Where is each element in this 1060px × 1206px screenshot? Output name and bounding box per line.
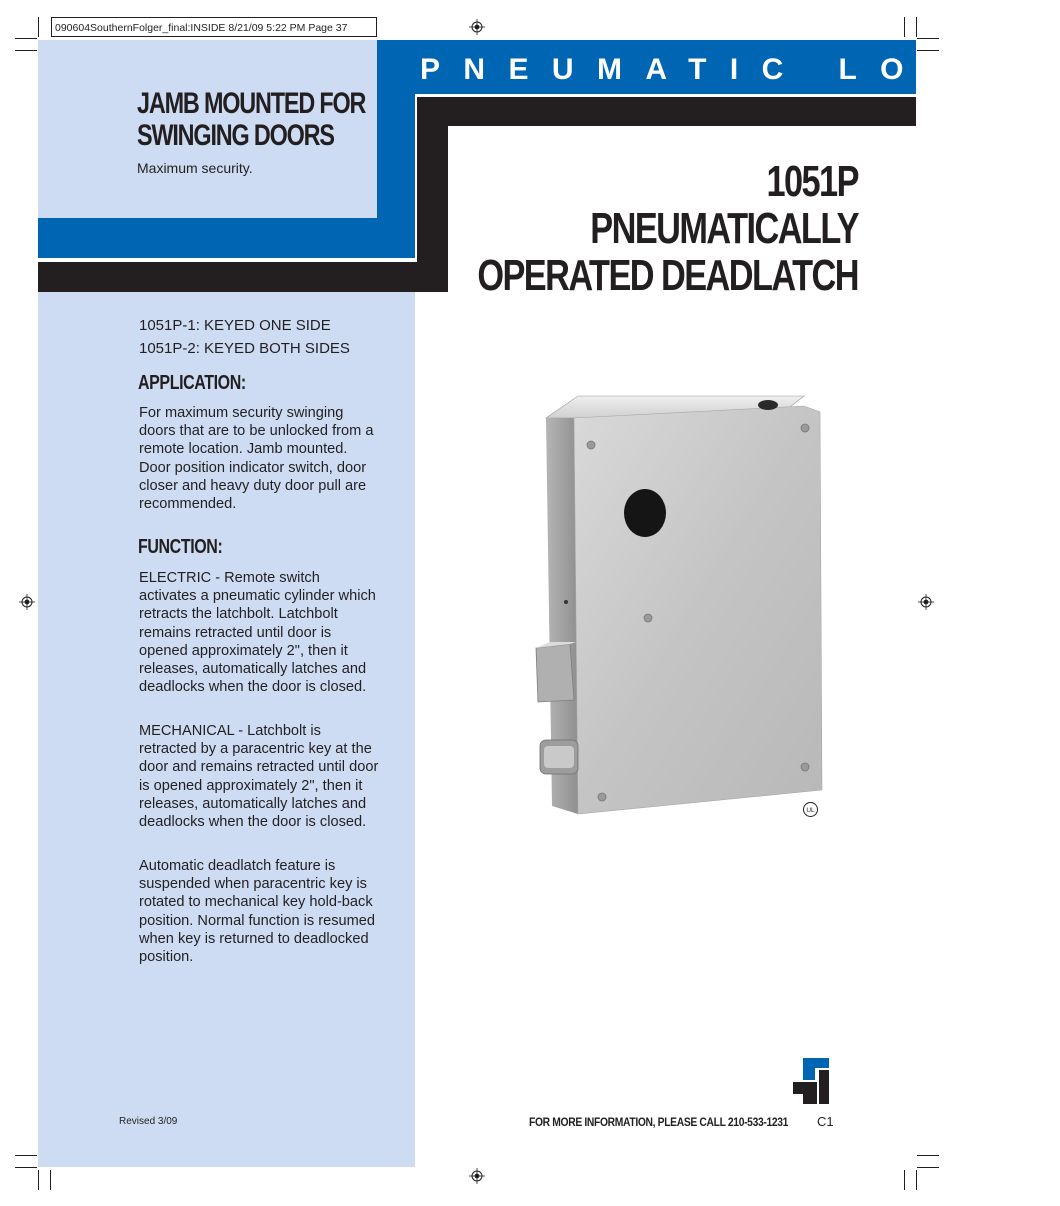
company-logo-icon	[793, 1058, 829, 1104]
page-code: C1	[817, 1114, 834, 1129]
model-item: 1051P-2: KEYED BOTH SIDES	[139, 340, 350, 357]
ul-listed-icon: UL	[803, 802, 818, 817]
revision-date: Revised 3/09	[119, 1116, 178, 1127]
product-title: 1051P PNEUMATICALLY OPERATED DEADLATCH	[477, 157, 858, 300]
model-list	[139, 314, 350, 360]
series-title: PNEUMATIC LOCKS	[420, 53, 1060, 86]
contact-info: FOR MORE INFORMATION, PLEASE CALL 210-533-1231	[529, 1115, 789, 1129]
black-accent-horizontal	[38, 262, 448, 292]
section-title: JAMB MOUNTED FOR SWINGING DOORS	[137, 87, 366, 152]
function-heading: FUNCTION:	[138, 536, 223, 558]
black-accent-top	[417, 97, 916, 126]
registration-mark-icon	[918, 594, 934, 610]
application-text: For maximum security swinging doors that are to be unlocked from a remote location. Jamb mounted. Door position indicator switch, door closer and heavy duty door pull are recommended.	[139, 405, 374, 513]
section-subtitle: Maximum security.	[137, 160, 253, 176]
blue-accent-horizontal	[38, 218, 415, 258]
registration-mark-icon	[469, 19, 485, 35]
registration-mark-icon	[469, 1168, 485, 1184]
function-paragraph-electric: ELECTRIC - Remote switch activates a pneumatic cylinder which retracts the latchbolt. Latchbolt remains retracted until door is opened approximately 2", then it releases, automatically latches and deadlocks when the door is closed.	[139, 570, 376, 696]
print-slug: 090604SouthernFolger_final:INSIDE 8/21/09 5:22 PM Page 37	[51, 17, 377, 37]
application-heading: APPLICATION:	[138, 372, 246, 394]
model-item: 1051P-1: KEYED ONE SIDE	[139, 317, 331, 334]
function-paragraph-deadlatch: Automatic deadlatch feature is suspended when paracentric key is rotated to mechanical key hold-back position. Normal function is resumed when key is returned to deadlocked position.	[139, 858, 376, 966]
lock-product-image	[530, 390, 830, 820]
function-paragraph-mechanical: MECHANICAL - Latchbolt is retracted by a paracentric key at the door and remains retracted until door is opened approximately 2", then it releases, automatically latches and deadlocks when the door is closed.	[139, 723, 379, 831]
registration-mark-icon	[19, 594, 35, 610]
